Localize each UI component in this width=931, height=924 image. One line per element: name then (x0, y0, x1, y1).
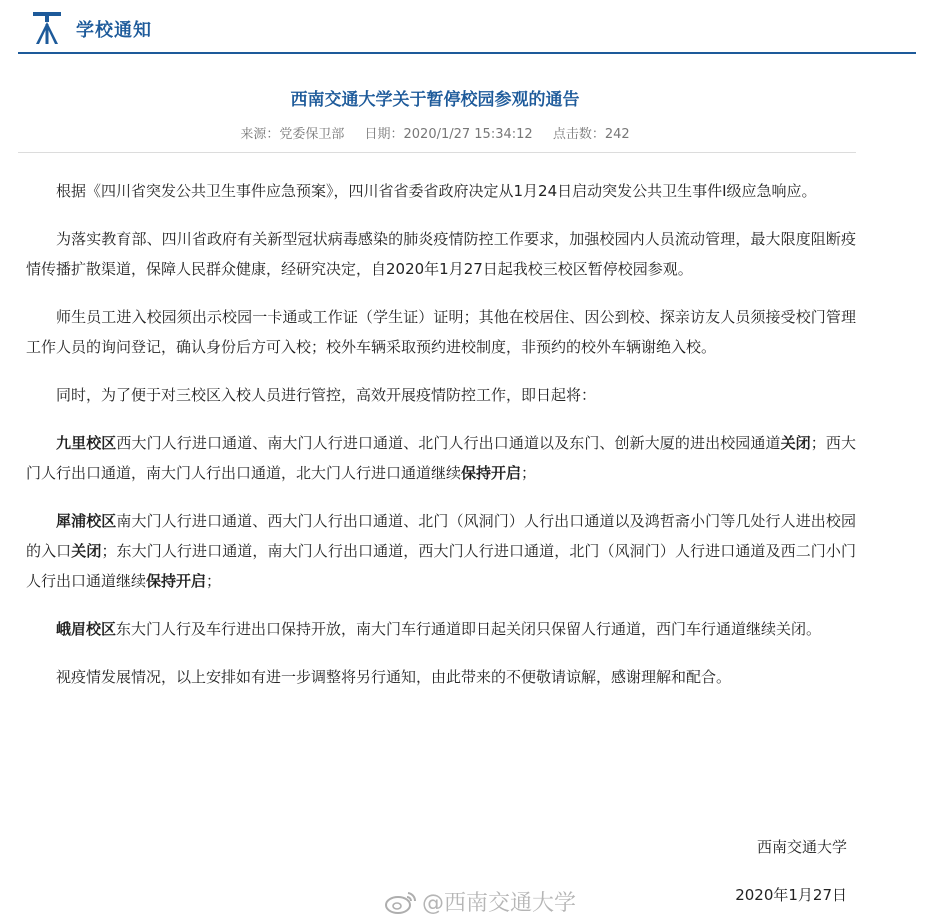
page-header (0, 0, 916, 56)
meta-source: 来源：党委保卫部 (240, 127, 345, 142)
meta-divider (18, 152, 856, 153)
watermark-text: @西南交通大学 (422, 891, 577, 916)
weibo-icon (384, 889, 418, 915)
surveying-tripod-logo-icon (30, 10, 64, 46)
signature: 西南交通大学 (756, 838, 847, 856)
section-title: 学校通知 (76, 20, 152, 41)
article-meta (0, 123, 870, 142)
paragraph-xipu: 犀浦校区南大门人行进口通道、西大门人行出口通道、北门（风洞门）人行出口通道以及鸿哲斋小门等几处行人进出校园的入口关闭；东大门人行进口通道，南大门人行出口通道，西大门人行进口通道，北门（风洞门）人行进口通道及西二门小门人行出口通道继续保持开启； (26, 512, 856, 590)
paragraph-emei: 峨眉校区东大门人行及车行进出口保持开放，南大门车行通道即日起关闭只保留人行通道，西门车行通道继续关闭。 (56, 620, 822, 638)
paragraph-4: 同时，为了便于对三校区入校人员进行管控，高效开展疫情防控工作，即日起将： (56, 386, 597, 404)
meta-date: 日期：2020/1/27 15:34:12 (364, 127, 533, 142)
publish-date: 2020年1月27日 (735, 886, 847, 904)
paragraph-1: 根据《四川省突发公共卫生事件应急预案》，四川省省委省政府决定从1月24日启动突发公共卫生事件I级应急响应。 (56, 182, 817, 200)
campus-name: 犀浦校区 (56, 512, 117, 530)
article-title: 西南交通大学关于暂停校园参观的通告 (290, 90, 580, 110)
header-divider (18, 52, 916, 54)
meta-hits: 点击数：242 (552, 127, 630, 142)
campus-name: 峨眉校区 (56, 620, 117, 638)
campus-name: 九里校区 (56, 434, 117, 452)
article-body (26, 176, 856, 710)
paragraph-3: 师生员工进入校园须出示校园一卡通或工作证（学生证）证明；其他在校居住、因公到校、探亲访友人员须接受校门管理工作人员的询问登记，确认身份后方可入校；校外车辆采取预约进校制度，非预约的校外车辆谢绝入校。 (26, 308, 856, 356)
paragraph-2: 为落实教育部、四川省政府有关新型冠状病毒感染的肺炎疫情防控工作要求，加强校园内人员流动管理，最大限度阻断疫情传播扩散渠道，保障人民群众健康，经研究决定，自2020年1月27日起我校三校区暂停校园参观。 (26, 230, 856, 278)
paragraph-8: 视疫情发展情况，以上安排如有进一步调整将另行通知，由此带来的不便敬请谅解，感谢理解和配合。 (56, 668, 732, 686)
weibo-watermark (384, 886, 576, 917)
paragraph-jiuli: 九里校区西大门人行进口通道、南大门人行进口通道、北门人行出口通道以及东门、创新大厦的进出校园通道关闭；西大门人行出口通道，南大门人行出口通道，北大门人行进口通道继续保持开启； (26, 434, 856, 482)
